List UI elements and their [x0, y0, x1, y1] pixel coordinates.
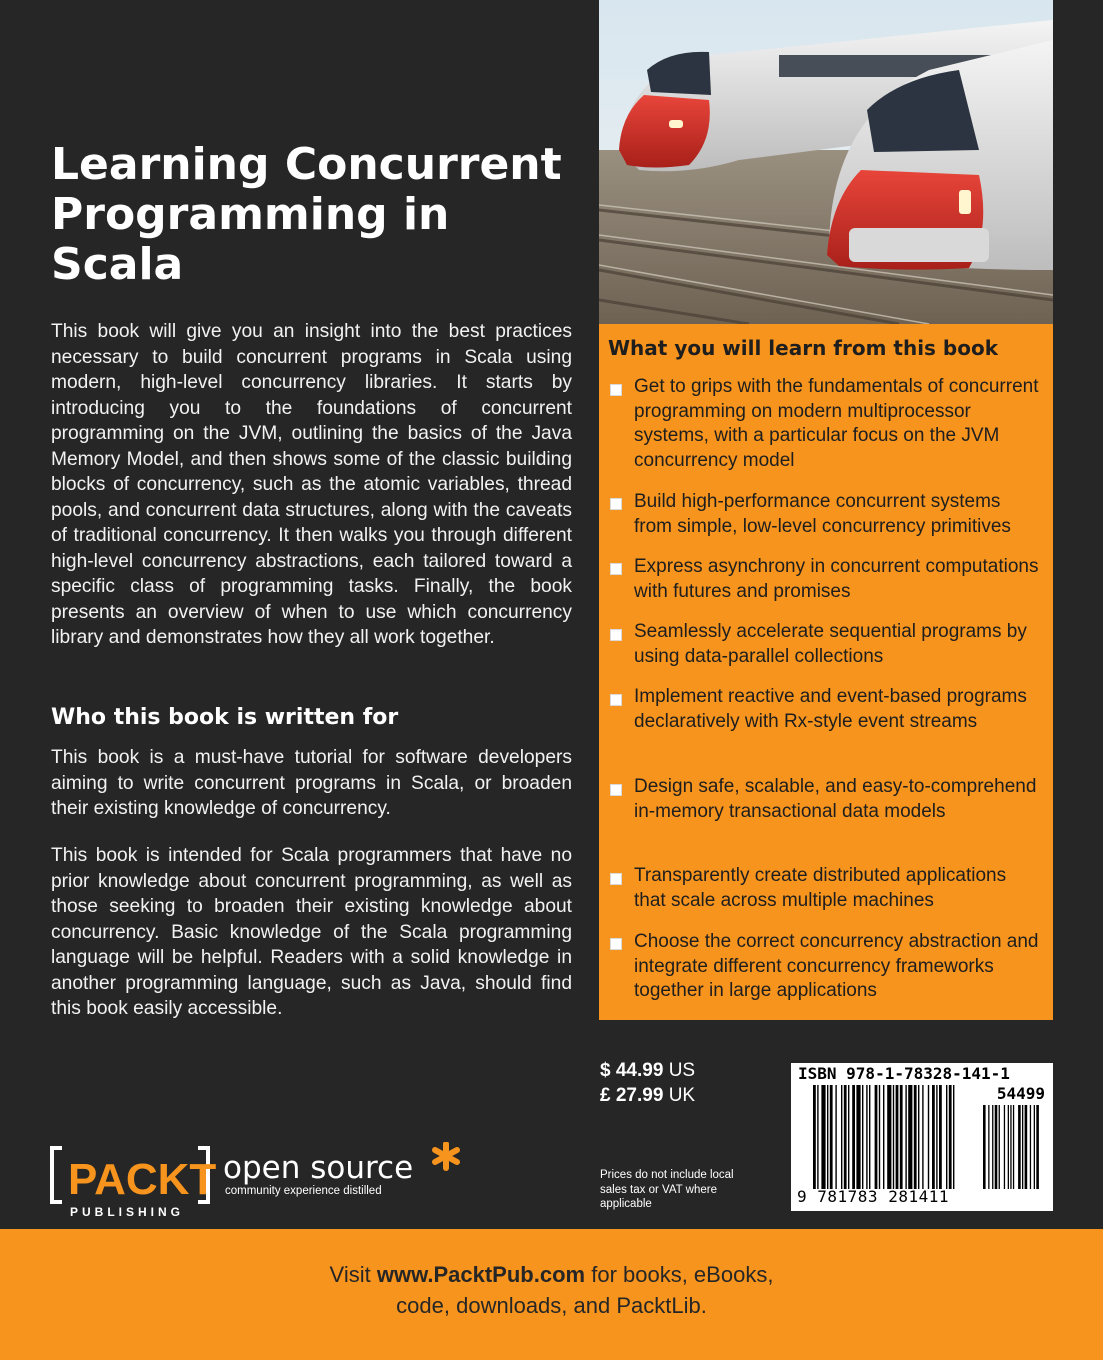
book-title [51, 140, 591, 290]
isbn-barcode [791, 1063, 1053, 1211]
isbn-number: ISBN 978-1-78328-141-1 [798, 1064, 1010, 1083]
price-us-label: US [668, 1060, 696, 1081]
learn-item: Implement reactive and event-based programs declaratively with Rx-style event streams [634, 686, 1027, 732]
learn-item: Express asynchrony in concurrent computations with futures and promises [634, 556, 1039, 602]
packt-logo-graphic [48, 1142, 468, 1222]
price-uk-amount: £ 27.99 [600, 1085, 664, 1106]
learn-item: Transparently create distributed applications that scale across multiple machines [634, 865, 1007, 911]
learn-box [599, 324, 1053, 1020]
learn-heading: What you will learn from this book [608, 336, 999, 360]
barcode-price-code: 54499 [996, 1084, 1045, 1103]
footer-band [0, 1229, 1103, 1360]
intro-paragraph: This book will give you an insight into the best practices necessary to build concurrent programs in Scala using modern, high-level concurrency libraries. It starts by introducing you to the foundations of concurrent programming on the JVM, outlining the basics of the Java Memory Model, and then shows some of the classic building blocks of concurrency, such as the atomic variables, thread pools, and concurrent data structures, along with the caveats of traditional concurrency. It then walks you through different high-level concurrency abstractions, each tailored toward a specific class of programming tasks. Finally, the book presents an overview of when to use which concurrency library and demonstrates how they all work together. [51, 321, 572, 648]
price-uk [600, 1083, 760, 1108]
bullet-icon [610, 498, 622, 510]
cover-photo-trains [599, 0, 1053, 324]
barcode-digits: 9 781783 281411 [797, 1187, 949, 1206]
bullet-icon [610, 384, 622, 396]
asterisk-icon [435, 1144, 457, 1168]
bullet-icon [610, 629, 622, 641]
logo-tagline: community experience distilled [225, 1185, 382, 1197]
who-paragraph-2: This book is intended for Scala programmers that have no prior knowledge about concurrent programming, as well as those seeking to broaden their existing knowledge about concurrency. Basic knowledge of the Scala programming language will be helpful. Readers with a solid knowledge in another programming language, such as Java, should find this book easily accessible. [51, 845, 572, 1019]
title-line-2: Programming in Scala [51, 189, 450, 290]
footer-rest: for books, eBooks, [591, 1262, 774, 1287]
open-source-wordmark: open source [223, 1150, 414, 1186]
bullet-icon [610, 873, 622, 885]
price-us [600, 1058, 760, 1083]
footer-text [0, 1259, 1103, 1321]
price-uk-label: UK [668, 1085, 696, 1106]
who-paragraph-1: This book is a must-have tutorial for software developers aiming to write concurrent programs in Scala, or broaden their existing knowledge of concurrency. [51, 747, 572, 819]
bullet-icon [610, 784, 622, 796]
footer-line-2: code, downloads, and PacktLib. [396, 1293, 707, 1318]
publishing-wordmark: PUBLISHING [70, 1205, 185, 1219]
bullet-icon [610, 563, 622, 575]
learn-item: Build high-performance concurrent systems from simple, low-level concurrency primitives [634, 491, 1011, 537]
learn-item: Seamlessly accelerate sequential programs by using data-parallel collections [634, 621, 1027, 667]
bullet-icon [610, 694, 622, 706]
trains-illustration [599, 0, 1053, 324]
tax-note: Prices do not include local sales tax or VAT where applicable [600, 1169, 734, 1210]
packt-logo [48, 1142, 468, 1222]
price-us-amount: $ 44.99 [600, 1060, 664, 1081]
learn-item: Design safe, scalable, and easy-to-comprehend in-memory transactional data models [634, 776, 1037, 822]
learn-item: Choose the correct concurrency abstraction and integrate different concurrency frameworks together in large applications [634, 931, 1039, 1001]
packt-wordmark: PACKT [68, 1155, 217, 1204]
title-line-1: Learning Concurrent [51, 139, 562, 190]
who-heading: Who this book is written for [51, 705, 399, 730]
bullet-icon [610, 938, 622, 950]
learn-item: Get to grips with the fundamentals of concurrent programming on modern multiprocessor systems, with a particular focus on the JVM concurrency model [634, 376, 1039, 471]
footer-visit: Visit [329, 1262, 371, 1287]
footer-url[interactable]: www.PacktPub.com [376, 1262, 586, 1287]
